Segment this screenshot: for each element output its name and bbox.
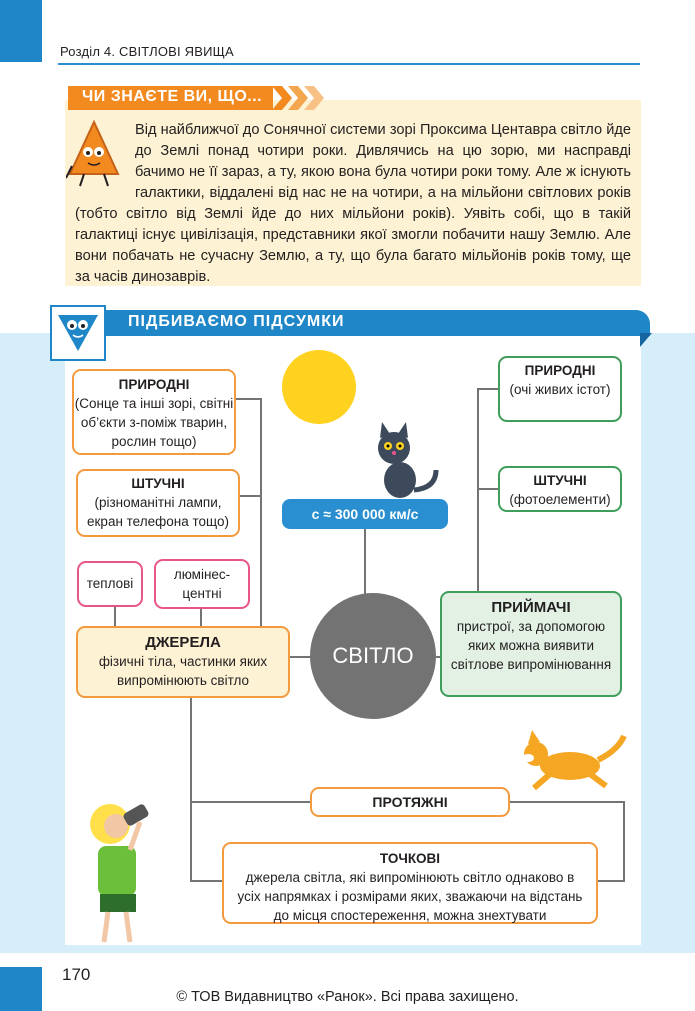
connector-line [510, 801, 625, 803]
connector-line [260, 398, 262, 626]
receivers-title: ПРИЙМАЧІ [491, 599, 571, 616]
cat-illustration [360, 418, 444, 502]
artificial-receivers-text: (фотоелементи) [509, 492, 611, 507]
artificial-receivers-title: ШТУЧНІ [533, 473, 587, 488]
dog-illustration [510, 730, 628, 796]
connector-line [290, 656, 312, 658]
speed-of-light-badge: с ≈ 300 000 км/с [282, 499, 448, 529]
point-sources-title: ТОЧКОВІ [379, 851, 441, 866]
connector-line [114, 605, 116, 627]
point-sources-text: джерела світла, які випромінюють світло однаково в усіх напрямках і розмірами яких, зважаючи на відстань до місця спостереження, можна знехтувати [237, 870, 583, 923]
connector-line [477, 388, 479, 592]
header-fold [640, 333, 652, 347]
copyright: © ТОВ Видавництво «Ранок». Всі права захищено. [176, 989, 519, 1005]
connector-line [200, 607, 202, 627]
did-you-know-body: Від найближчої до Сонячної системи зорі Проксима Центавра світло йде до Землі понад чотири роки. Дивлячись на цю зорю, ми насправді бачимо не її зараз, а ту, якою вона була чотири роки тому. Але ж існують галактики, віддалені від нас не на чотири, а на мільйони світлових років (тобто світло від Землі йде до них мільйони років). Уявіть собі, що в такій галактиці існує цивілізація, представники якої змогли побачити нашу Землю. Але вони побачать не сучасну Землю, а ту, що була багато мільйонів років тому, ще за часів динозаврів. [75, 122, 631, 285]
girl-with-binoculars-illustration [72, 786, 172, 946]
sun-illustration [282, 350, 356, 424]
natural-receivers-title: ПРИРОДНІ [524, 363, 596, 378]
connector-line [364, 529, 366, 595]
connector-line [190, 698, 192, 882]
sources-box [76, 626, 290, 698]
luminescent-box: люмінес- центні [154, 559, 250, 609]
did-you-know-text [75, 120, 631, 288]
extended-sources-title: ПРОТЯЖНІ [372, 794, 448, 810]
artificial-sources-title: ШТУЧНІ [131, 476, 185, 491]
connector-line [190, 801, 310, 803]
artificial-sources-box [76, 469, 240, 537]
connector-line [477, 488, 499, 490]
connector-line [236, 398, 262, 400]
page-number: 170 [62, 965, 91, 984]
connector-line [240, 495, 262, 497]
connector-line [623, 801, 625, 881]
light-center-circle: СВІТЛО [310, 593, 436, 719]
chevrons-icon [272, 86, 332, 110]
natural-sources-text: (Сонце та інші зорі, світні об’єкти з-поміж тварин, рослин тощо) [74, 396, 234, 449]
triangle-mascot-icon [66, 118, 122, 188]
inverted-triangle-mascot-icon [52, 307, 104, 359]
extended-sources-box [310, 787, 510, 817]
connector-line [477, 388, 499, 390]
natural-sources-title: ПРИРОДНІ [118, 377, 190, 392]
did-you-know-title: ЧИ ЗНАЄТЕ ВИ, ЩО... [82, 88, 263, 105]
summary-icon-frame [50, 305, 106, 361]
point-sources-box [222, 842, 598, 924]
sources-text: фізичні тіла, частинки яких випромінюють світло [98, 654, 268, 688]
artificial-sources-text: (різноманітні лампи, екран телефона тощо) [87, 495, 229, 529]
summary-title: ПІДБИВАЄМО ПІДСУМКИ [128, 313, 345, 330]
header-color-bar [0, 0, 42, 62]
thermal-box: теплові [77, 561, 143, 607]
natural-sources-box [72, 369, 236, 455]
natural-receivers-text: (очі живих істот) [509, 382, 611, 397]
receivers-text: пристрої, за допомогою яких можна виявити світлове випромінювання [450, 619, 612, 672]
natural-receivers-box [498, 356, 622, 422]
connector-line [598, 880, 625, 882]
sources-title: ДЖЕРЕЛА [145, 634, 221, 651]
connector-line [190, 880, 222, 882]
header-divider [58, 63, 640, 65]
artificial-receivers-box [498, 466, 622, 512]
section-header: Розділ 4. СВІТЛОВІ ЯВИЩА [60, 44, 234, 59]
receivers-box [440, 591, 622, 697]
